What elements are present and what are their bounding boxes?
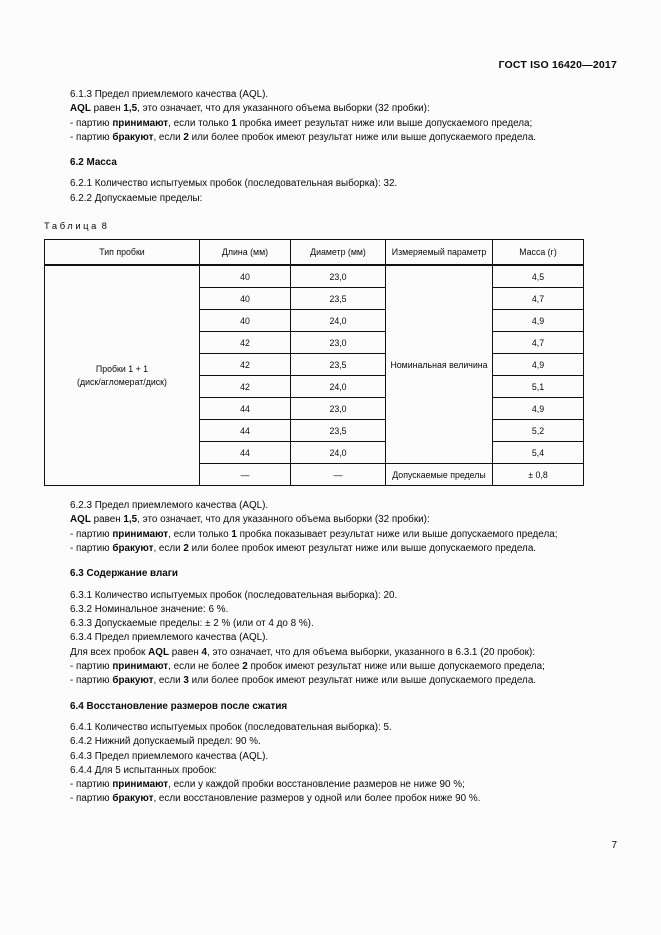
spacer: [44, 486, 583, 499]
paragraph-6-4-3: 6.4.3 Предел приемлемого качества (AQL).: [70, 750, 269, 762]
document-body: [44, 88, 583, 807]
bullet-tail: , если у каждой пробки восстановление размеров не ниже 90 %;: [168, 779, 465, 791]
aql-value: 1,5: [123, 103, 138, 115]
para-tail: , это означает, что для объема выборки, указанного в 6.3.1 (20 пробок):: [207, 646, 536, 658]
aql-mid: равен: [90, 103, 124, 115]
bullet-tail: или более пробок имеют результат ниже или выше допускаемого предела.: [188, 131, 537, 143]
aql-mid: равен: [90, 514, 124, 526]
bullet-dash: - партию: [70, 131, 113, 143]
spacer: [44, 206, 583, 219]
bullet-accept-6-3: [44, 660, 583, 674]
bullet-count: 2: [183, 542, 189, 554]
cell-mass: 4,7: [493, 288, 584, 310]
bullet-verb: принимают: [112, 661, 169, 673]
cell-cork-type: [45, 265, 200, 486]
paragraph-6-4-2: 6.4.2 Нижний допускаемый предел: 90 %.: [70, 736, 261, 748]
bullet-mid: , если только: [168, 117, 232, 129]
bullet-dash: - партию: [70, 793, 113, 805]
bullet-accept-6-2-3: [44, 528, 583, 542]
table-head: [45, 240, 584, 266]
bullet-verb: принимают: [112, 117, 169, 129]
cell-length: 40: [200, 310, 291, 332]
paragraph-6-2-1: 6.2.1 Количество испытуемых пробок (последовательная выборка): 32.: [70, 178, 398, 190]
bullet-tail: пробок имеют результат ниже или выше допускаемого предела;: [247, 661, 545, 673]
aql-post: , это означает, что для указанного объема выборки (32 пробки):: [137, 514, 430, 526]
aql-value: 1,5: [123, 514, 138, 526]
cell-diameter: 24,0: [291, 376, 386, 398]
cell-mass: 5,4: [493, 442, 584, 464]
cell-length: 44: [200, 420, 291, 442]
bullet-dash: - партию: [70, 542, 113, 554]
cell-length: 42: [200, 332, 291, 354]
bullet-tail: или более пробок имеют результат ниже или выше допускаемого предела.: [188, 675, 537, 687]
cell-length: 44: [200, 398, 291, 420]
spacer: [44, 714, 583, 721]
table-body: [45, 265, 584, 486]
cell-mass: ± 0,8: [493, 464, 584, 486]
aql-bold: AQL: [70, 103, 91, 115]
bullet-reject-6-3: [44, 674, 583, 688]
cell-length: —: [200, 464, 291, 486]
spacer: [44, 556, 583, 567]
cell-diameter: 23,5: [291, 354, 386, 376]
spacer: [44, 582, 583, 589]
paragraph-6-2-3-aql: [44, 513, 583, 527]
bullet-mid: , если: [153, 131, 184, 143]
paragraph-6-2-3-title: 6.2.3 Предел приемлемого качества (AQL).: [70, 500, 269, 512]
spacer: [44, 689, 583, 700]
cell-diameter: 23,5: [291, 420, 386, 442]
running-header: ГОСТ ISO 16420—2017: [498, 59, 617, 71]
paragraph-6-2-2: 6.2.2 Допускаемые пределы:: [70, 192, 203, 204]
bullet-verb: бракуют: [112, 675, 154, 687]
bullet-count: 2: [183, 131, 189, 143]
paragraph-6-1-3-aql: [44, 102, 583, 116]
measurements-table: [44, 239, 584, 486]
cork-type-line1: Пробки 1 + 1: [95, 364, 149, 375]
bullet-dash: - партию: [70, 661, 113, 673]
bullet-mid: , если не более: [168, 661, 243, 673]
bullet-count: 1: [231, 528, 237, 540]
bullet-mid: , если: [153, 675, 184, 687]
table-caption-label: Таблица: [44, 220, 99, 232]
paragraph-6-3-1: 6.3.1 Количество испытуемых пробок (последовательная выборка): 20.: [70, 589, 398, 601]
para-pre: Для всех пробок: [70, 646, 149, 658]
cell-mass: 5,1: [493, 376, 584, 398]
cell-mass: 4,7: [493, 332, 584, 354]
bullet-dash: - партию: [70, 779, 113, 791]
bullet-mid: , если: [153, 542, 184, 554]
col-header-parameter: Измеряемый параметр: [386, 240, 493, 266]
col-header-mass: Масса (г): [493, 240, 584, 266]
spacer: [44, 170, 583, 177]
cell-parameter-limits: Допускаемые пределы: [386, 464, 493, 486]
paragraph-6-3-3: 6.3.3 Допускаемые пределы: ± 2 % (или от 4 до 8 %).: [70, 618, 314, 630]
cell-length: 40: [200, 288, 291, 310]
table-row: [45, 265, 584, 288]
bullet-count: 2: [242, 661, 248, 673]
cork-type-line2: (диск/агломерат/диск): [77, 376, 167, 387]
bullet-dash: - партию: [70, 528, 113, 540]
cell-mass: 4,9: [493, 310, 584, 332]
bullet-reject-6-1-3: [44, 131, 583, 145]
bullet-tail: , если восстановление размеров у одной или более пробок ниже 90 %.: [153, 793, 481, 805]
heading-6-3: 6.3 Содержание влаги: [70, 568, 178, 580]
page-number: 7: [611, 840, 617, 851]
cell-mass: 4,5: [493, 265, 584, 288]
cell-length: 44: [200, 442, 291, 464]
bullet-reject-6-2-3: [44, 542, 583, 556]
bullet-verb: бракуют: [112, 793, 154, 805]
cell-diameter: 23,0: [291, 398, 386, 420]
bullet-tail: пробка имеет результат ниже или выше допускаемого предела;: [236, 117, 533, 129]
table-caption-number-wrap: [99, 220, 107, 231]
paragraph-6-1-3-title: 6.1.3 Предел приемлемого качества (AQL).: [70, 89, 269, 100]
bullet-verb: бракуют: [112, 131, 154, 143]
bullet-verb: принимают: [112, 528, 169, 540]
bullet-count: 1: [231, 117, 237, 129]
bullet-accept-6-1-3: [44, 117, 583, 131]
bullet-tail: или более пробок имеют результат ниже или выше допускаемого предела.: [188, 542, 537, 554]
cell-length: 42: [200, 354, 291, 376]
cell-diameter: 24,0: [291, 442, 386, 464]
table-caption-number: 8: [101, 220, 107, 232]
aql-bold: AQL: [148, 646, 169, 658]
cell-mass: 4,9: [493, 398, 584, 420]
aql-post: , это означает, что для указанного объема выборки (32 пробки):: [137, 103, 430, 115]
col-header-length: Длина (мм): [200, 240, 291, 266]
cell-diameter: 24,0: [291, 310, 386, 332]
heading-6-4: 6.4 Восстановление размеров после сжатия: [70, 700, 288, 712]
cell-diameter: 23,5: [291, 288, 386, 310]
bullet-reject-6-4: [44, 792, 583, 806]
cell-mass: 5,2: [493, 420, 584, 442]
cell-diameter: —: [291, 464, 386, 486]
cell-mass: 4,9: [493, 354, 584, 376]
bullet-count: 3: [183, 675, 189, 687]
paragraph-6-3-4: 6.3.4 Предел приемлемого качества (AQL).: [70, 632, 269, 644]
paragraph-6-4-4: 6.4.4 Для 5 испытанных пробок:: [70, 764, 217, 776]
cell-length: 42: [200, 376, 291, 398]
bullet-verb: бракуют: [112, 542, 154, 554]
paragraph-6-3-aql: [44, 646, 583, 660]
col-header-type: Тип пробки: [45, 240, 200, 266]
paragraph-6-4-1: 6.4.1 Количество испытуемых пробок (последовательная выборка): 5.: [70, 721, 392, 733]
para-mid: равен: [168, 646, 202, 658]
bullet-dash: - партию: [70, 675, 113, 687]
bullet-tail: пробка показывает результат ниже или выше допускаемого предела;: [236, 528, 558, 540]
cell-length: 40: [200, 265, 291, 288]
heading-6-2: 6.2 Масса: [70, 157, 117, 169]
bullet-verb: принимают: [112, 779, 169, 791]
bullet-accept-6-4: [44, 778, 583, 792]
cell-diameter: 23,0: [291, 332, 386, 354]
cell-parameter-nominal: Номинальная величина: [386, 265, 493, 464]
paragraph-6-3-2: 6.3.2 Номинальное значение: 6 %.: [70, 603, 229, 615]
table-header-row: [45, 240, 584, 266]
table-caption: [44, 219, 583, 232]
aql-value: 4: [201, 646, 208, 658]
bullet-dash: - партию: [70, 117, 113, 129]
bullet-mid: , если только: [168, 528, 232, 540]
cell-diameter: 23,0: [291, 265, 386, 288]
col-header-diameter: Диаметр (мм): [291, 240, 386, 266]
aql-bold: AQL: [70, 514, 91, 526]
spacer: [44, 145, 583, 156]
